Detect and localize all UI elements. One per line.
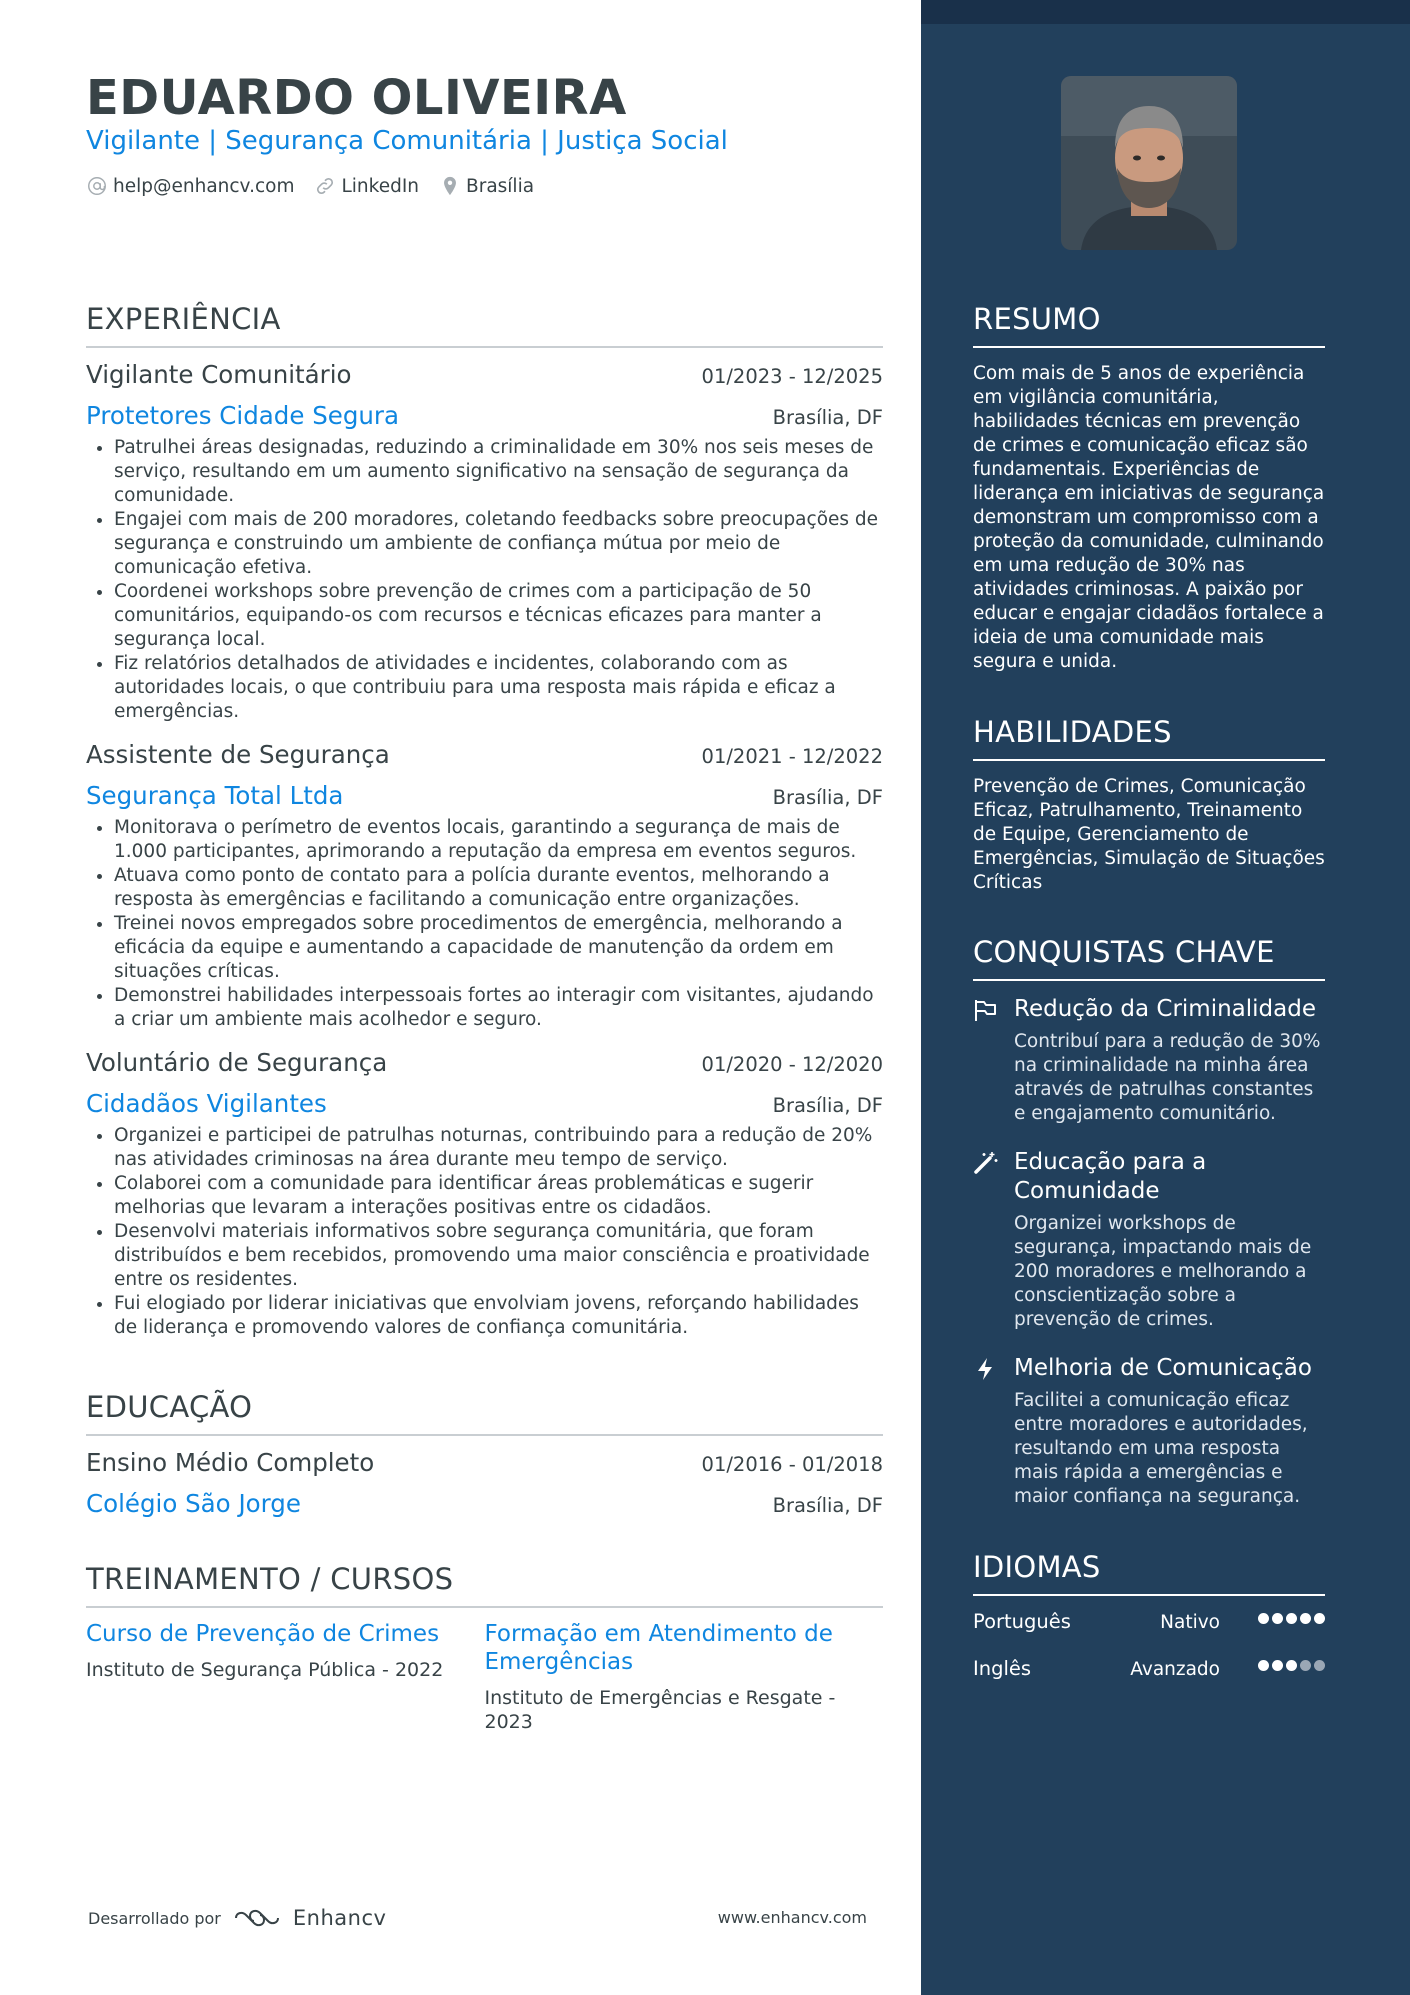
resume-tagline: Vigilante | Segurança Comunitária | Justiça Social bbox=[86, 126, 728, 156]
experience-title: EXPERIÊNCIA bbox=[86, 302, 883, 348]
rating-dot bbox=[1314, 1660, 1325, 1671]
rating-dot bbox=[1272, 1660, 1283, 1671]
rating-dot bbox=[1258, 1613, 1269, 1624]
language-rating bbox=[1258, 1613, 1325, 1624]
sidebar bbox=[921, 0, 1410, 1995]
achievement-title: Educação para a Comunidade bbox=[1014, 1149, 1207, 1204]
achievement-desc: Contribuí para a redução de 30% na criminalidade na minha área através de patrulhas constantes e engajamento comunitário. bbox=[1014, 1031, 1321, 1124]
contact-linkedin-text: LinkedIn bbox=[341, 175, 420, 197]
contact-email-text: help@enhancv.com bbox=[113, 175, 295, 197]
achievement-item bbox=[973, 1354, 1325, 1509]
contact-location bbox=[439, 175, 534, 197]
course-institution: Instituto de Emergências e Resgate - 2023 bbox=[484, 1687, 836, 1733]
experience-entry bbox=[86, 1048, 883, 1340]
achievement-title: Melhoria de Comunicação bbox=[1014, 1355, 1312, 1381]
rating-dot bbox=[1300, 1660, 1311, 1671]
summary-section bbox=[973, 302, 1325, 674]
education-degree: Ensino Médio Completo bbox=[86, 1448, 375, 1477]
contact-email[interactable] bbox=[86, 175, 294, 197]
job-bullet: • Organizei e participei de patrulhas noturnas, contribuindo para a redução de 20% nas atividades criminosas na área durante meu tempo de serviço. bbox=[114, 1124, 883, 1172]
language-rating bbox=[1258, 1660, 1325, 1671]
experience-entry bbox=[86, 740, 883, 1032]
course-item bbox=[485, 1620, 884, 1734]
job-bullets bbox=[86, 1124, 883, 1340]
job-dates: 01/2023 - 12/2025 bbox=[701, 365, 883, 388]
rating-dot bbox=[1314, 1613, 1325, 1624]
footer-powered-by: Desarrollado por bbox=[88, 1908, 221, 1928]
job-bullet: • Colaborei com a comunidade para identificar áreas problemáticas e sugerir melhorias que levaram a interações positivas entre os cidadãos. bbox=[114, 1172, 883, 1220]
achievement-title: Redução da Criminalidade bbox=[1014, 996, 1316, 1022]
languages-title: IDIOMAS bbox=[973, 1550, 1325, 1596]
job-dates: 01/2021 - 12/2022 bbox=[701, 745, 883, 768]
flag-icon bbox=[973, 998, 999, 1022]
language-level: Nativo bbox=[1160, 1612, 1220, 1633]
language-level: Avanzado bbox=[1130, 1659, 1220, 1680]
education-school: Colégio São Jorge bbox=[86, 1489, 301, 1518]
achievements-title: CONQUISTAS CHAVE bbox=[973, 935, 1325, 981]
link-icon bbox=[314, 175, 336, 197]
location-pin-icon bbox=[439, 175, 461, 197]
rating-dot bbox=[1300, 1613, 1311, 1624]
job-company: Cidadãos Vigilantes bbox=[86, 1089, 327, 1118]
experience-section bbox=[86, 302, 883, 1356]
sidebar-top-bar bbox=[921, 0, 1410, 24]
contact-linkedin[interactable] bbox=[314, 175, 419, 197]
job-bullet: • Fiz relatórios detalhados de atividades e incidentes, colaborando com as autoridades locais, o que contribuiu para uma resposta mais rápida e eficaz a emergências. bbox=[114, 652, 883, 724]
contact-bar bbox=[86, 175, 534, 197]
job-role: Assistente de Segurança bbox=[86, 740, 390, 769]
language-name: Inglês bbox=[973, 1657, 1032, 1680]
course-item bbox=[86, 1620, 485, 1734]
contact-location-text: Brasília bbox=[466, 175, 535, 197]
job-bullet: • Engajei com mais de 200 moradores, coletando feedbacks sobre preocupações de segurança e construindo um ambiente de confiança mútua por meio de comunicação efetiva. bbox=[114, 508, 883, 580]
at-icon bbox=[86, 175, 108, 197]
job-company: Protetores Cidade Segura bbox=[86, 401, 399, 430]
rating-dot bbox=[1258, 1660, 1269, 1671]
job-bullet: • Atuava como ponto de contato para a polícia durante eventos, melhorando a resposta às emergências e facilitando a comunicação entre organizações. bbox=[114, 864, 883, 912]
job-bullet: • Monitorava o perímetro de eventos locais, garantindo a segurança de mais de 1.000 participantes, aprimorando a reputação da empresa em eventos seguros. bbox=[114, 816, 883, 864]
summary-title: RESUMO bbox=[973, 302, 1325, 348]
achievement-item bbox=[973, 995, 1325, 1126]
job-bullet: • Desenvolvi materiais informativos sobre segurança comunitária, que foram distribuídos e bem recebidos, promovendo uma maior consciência e proatividade entre os residentes. bbox=[114, 1220, 883, 1292]
education-location: Brasília, DF bbox=[772, 1494, 883, 1517]
summary-text: Com mais de 5 anos de experiência em vigilância comunitária, habilidades técnicas em prevenção de crimes e comunicação eficaz são fundamentais. Experiências de liderança em iniciativas de segurança demonstram um compromisso com a proteção da comunidade, culminando em uma redução de 30% nas atividades criminosas. A paixão por educar e engajar cidadãos fortalece a ideia de uma comunidade mais segura e unida. bbox=[973, 363, 1325, 672]
language-name: Português bbox=[973, 1610, 1071, 1633]
job-company: Segurança Total Ltda bbox=[86, 781, 344, 810]
profile-photo bbox=[1061, 76, 1237, 250]
education-title: EDUCAÇÃO bbox=[86, 1390, 883, 1436]
job-dates: 01/2020 - 12/2020 bbox=[701, 1053, 883, 1076]
job-role: Vigilante Comunitário bbox=[86, 360, 352, 389]
job-location: Brasília, DF bbox=[772, 406, 883, 429]
job-bullet: • Patrulhei áreas designadas, reduzindo a criminalidade em 30% nos seis meses de serviço, resultando em um aumento significativo na sensação de segurança da comunidade. bbox=[114, 436, 883, 508]
job-role: Voluntário de Segurança bbox=[86, 1048, 388, 1077]
experience-entry bbox=[86, 360, 883, 724]
skills-title: HABILIDADES bbox=[973, 715, 1325, 761]
rating-dot bbox=[1286, 1660, 1297, 1671]
job-bullets bbox=[86, 436, 883, 724]
lightning-bolt-icon bbox=[973, 1357, 999, 1381]
magic-wand-icon bbox=[973, 1151, 999, 1175]
training-title: TREINAMENTO / CURSOS bbox=[86, 1562, 883, 1608]
achievement-desc: Facilitei a comunicação eficaz entre moradores e autoridades, resultando em uma resposta mais rápida a emergências e maior confiança na segurança. bbox=[1014, 1390, 1308, 1507]
job-bullet: • Treinei novos empregados sobre procedimentos de emergência, melhorando a eficácia da equipe e aumentando a capacidade de manutenção da ordem em situações críticas. bbox=[114, 912, 883, 984]
training-section bbox=[86, 1562, 883, 1734]
job-bullets bbox=[86, 816, 883, 1032]
footer-branding bbox=[88, 1906, 386, 1930]
education-section bbox=[86, 1390, 883, 1518]
job-location: Brasília, DF bbox=[772, 786, 883, 809]
resume-name: EDUARDO OLIVEIRA bbox=[86, 70, 627, 126]
enhancv-logo-icon bbox=[233, 1907, 281, 1929]
job-bullet: • Demonstrei habilidades interpessoais fortes ao interagir com visitantes, ajudando a criar um ambiente mais acolhedor e seguro. bbox=[114, 984, 883, 1032]
job-location: Brasília, DF bbox=[772, 1094, 883, 1117]
achievement-item bbox=[973, 1148, 1325, 1332]
course-title: Formação em Atendimento de Emergências bbox=[484, 1621, 833, 1675]
achievement-desc: Organizei workshops de segurança, impactando mais de 200 moradores e melhorando a conscientização sobre a prevenção de crimes. bbox=[1014, 1213, 1312, 1330]
avatar bbox=[1061, 76, 1237, 250]
languages-section bbox=[973, 1550, 1325, 1704]
language-item bbox=[973, 1610, 1325, 1657]
rating-dot bbox=[1272, 1613, 1283, 1624]
skills-text: Prevenção de Crimes, Comunicação Eficaz, Patrulhamento, Treinamento de Equipe, Gerenciamento de Emergências, Simulação de Situações Críticas bbox=[973, 776, 1325, 893]
footer-brand: Enhancv bbox=[292, 1906, 387, 1930]
course-institution: Instituto de Segurança Pública - 2022 bbox=[86, 1659, 444, 1681]
job-bullet: • Fui elogiado por liderar iniciativas que envolviam jovens, reforçando habilidades de liderança e promovendo valores de confiança comunitária. bbox=[114, 1292, 883, 1340]
achievements-section bbox=[973, 935, 1325, 1531]
skills-section bbox=[973, 715, 1325, 895]
rating-dot bbox=[1286, 1613, 1297, 1624]
job-bullet: • Coordenei workshops sobre prevenção de crimes com a participação de 50 comunitários, equipando-os com recursos e técnicas eficazes para manter a segurança local. bbox=[114, 580, 883, 652]
course-title: Curso de Prevenção de Crimes bbox=[86, 1621, 440, 1647]
language-item bbox=[973, 1657, 1325, 1704]
education-dates: 01/2016 - 01/2018 bbox=[701, 1453, 883, 1476]
footer-website[interactable]: www.enhancv.com bbox=[717, 1908, 867, 1927]
